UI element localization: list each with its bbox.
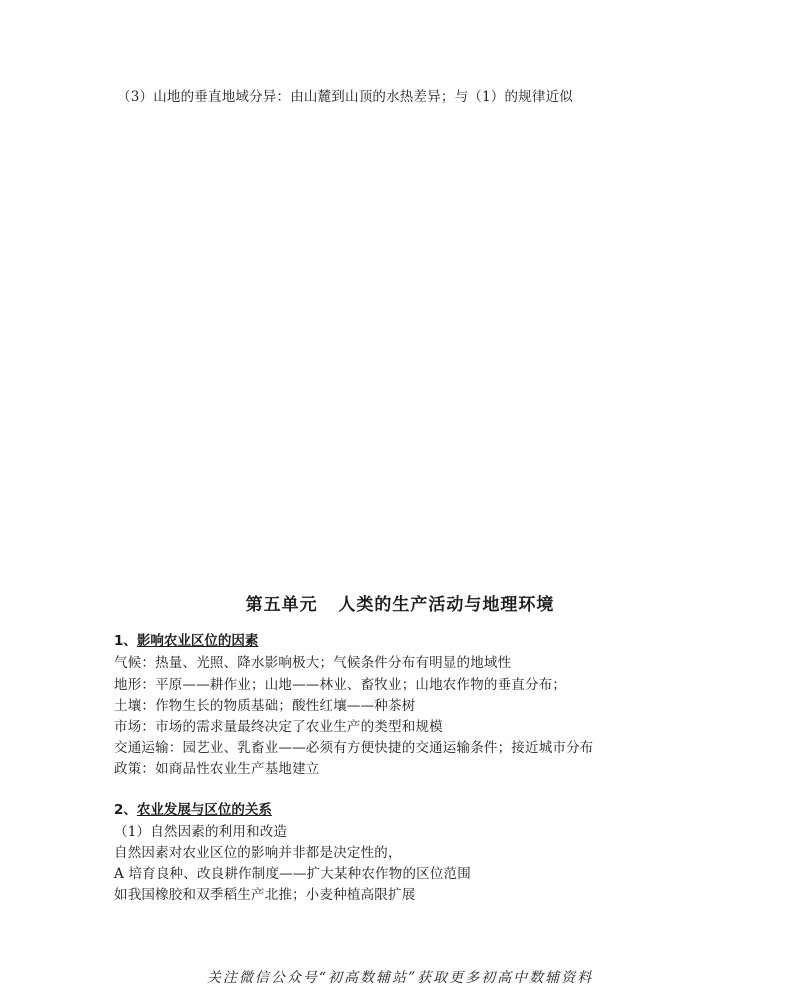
section-2-line-natural-factors: （1）自然因素的利用和改造 xyxy=(114,824,288,840)
section-1-line-policy: 政策：如商品性农业生产基地建立 xyxy=(114,761,320,777)
section-1-line-market: 市场：市场的需求量最终决定了农业生产的类型和规模 xyxy=(114,719,443,735)
section-1-title: 影响农业区位的因素 xyxy=(136,633,259,649)
footer-watermark: 关注微信公众号“初高数辅站”获取更多初高中数辅资料 xyxy=(206,970,594,986)
section-1-number: 1、 xyxy=(114,633,137,649)
section-1-line-climate: 气候：热量、光照、降水影响极大；气候条件分布有明显的地域性 xyxy=(114,655,512,671)
section-2-heading xyxy=(114,801,272,819)
section-1-line-terrain: 地形：平原——耕作业；山地——林业、畜牧业；山地农作物的垂直分布； xyxy=(114,677,567,693)
section-1-line-soil: 土壤：作物生长的物质基础；酸性红壤——种茶树 xyxy=(114,698,416,714)
section-2-title: 农业发展与区位的关系 xyxy=(136,802,272,818)
section-2-line-breeding: A 培育良种、改良耕作制度——扩大某种农作物的区位范围 xyxy=(114,866,471,882)
section-1-heading xyxy=(114,632,258,650)
paragraph-mountain-zonation: （3）山地的垂直地域分异：由山麓到山顶的水热差异；与（1）的规律近似 xyxy=(117,89,573,105)
section-2-line-not-decisive: 自然因素对农业区位的影响并非都是决定性的， xyxy=(114,845,402,861)
section-1-line-transport: 交通运输：园艺业、乳畜业——必须有方便快捷的交通运输条件；接近城市分布 xyxy=(114,740,594,756)
unit-title: 第五单元 人类的生产活动与地理环境 xyxy=(245,595,555,615)
section-2-number: 2、 xyxy=(114,802,137,818)
section-2-line-example: 如我国橡胶和双季稻生产北推；小麦种植高限扩展 xyxy=(114,887,416,903)
